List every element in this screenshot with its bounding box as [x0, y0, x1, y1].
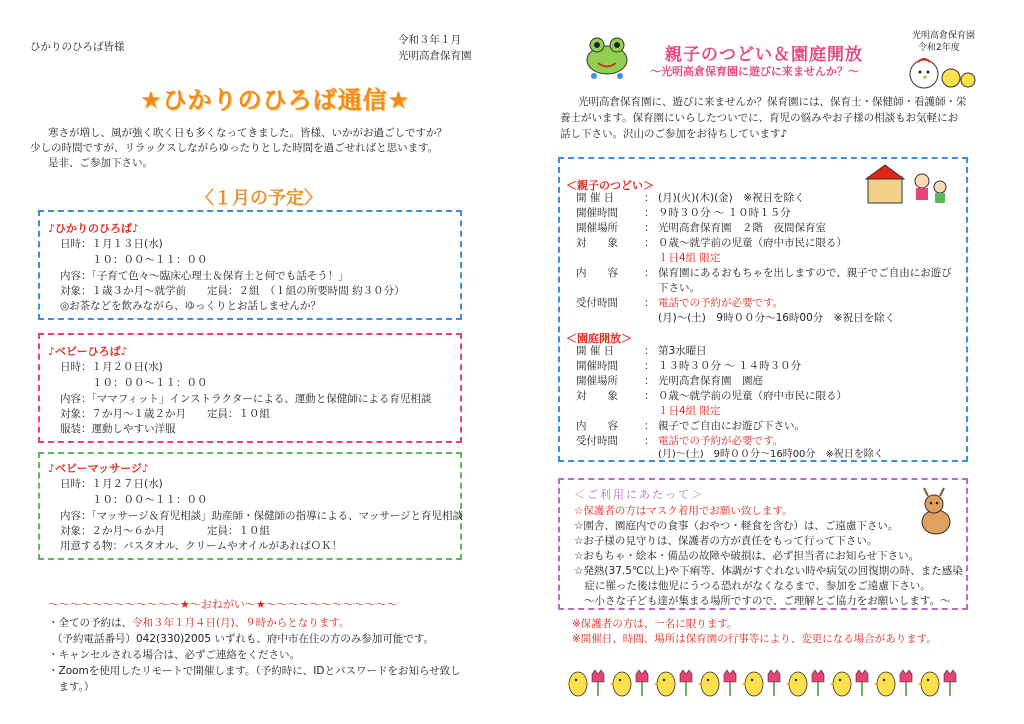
event-note: ◎お茶などを飲みながら、ゆっくりとお話しませんか？: [60, 300, 322, 312]
kaihou-row: 対 象 ： ０歳～就学前の児童（府中市民に限る）: [576, 390, 847, 402]
event-heading: ♪ひかりのひろば♪: [48, 222, 140, 235]
event-time: １０：００～１１：００: [92, 494, 208, 506]
tsudoi-row: 対 象 ： ０歳～就学前の児童（府中市民に限る）: [576, 237, 847, 249]
usage-item: ☆発熱(37.5℃以上)や下痢等、体調がすぐれない時や病気の回復期の時、また感染: [574, 565, 963, 577]
usage-item: 症に罹った後は他児にうつる恐れがなくなるまで、参加をご遠慮下さい。: [574, 580, 931, 592]
event-time: １０：００～１１：００: [92, 254, 208, 266]
chick-family-icon: [906, 56, 976, 90]
schedule-heading: 〈１月の予定〉: [196, 188, 322, 209]
kaihou-row: 開催時間 ： １３時３０分 ～ １４時３０分: [576, 360, 802, 372]
right-title: 親子のつどい＆園庭開放: [665, 45, 863, 65]
notice-line: ・Zoomを使用したリモートで開催します。（予約時に、IDとパスワードをお知らせ致し: [48, 665, 461, 677]
notice-line: ・キャンセルされる場合は、必ずご連絡をください。: [48, 649, 300, 661]
fiscal-year: 令和2年度: [918, 43, 960, 53]
tsudoi-heading: ＜親子のつどい＞: [566, 179, 654, 192]
usage-notes-box: [558, 478, 968, 610]
tsudoi-row: １日4組 限定: [658, 252, 721, 264]
tsudoi-row: (月)～(土) 9時００分～16時00分 ※祝日を除く: [658, 312, 896, 324]
event-box-hikari: [38, 210, 462, 320]
event-content: 内容：「子育て色々～臨床心理士＆保育士と何でも話そう！」: [60, 270, 349, 282]
program-info-box: [558, 157, 968, 462]
note-line: ※開催日、時間、場所は保育園の行事等により、変更になる場合があります。: [572, 633, 937, 645]
event-date: 日時：１月２７日(水): [60, 478, 163, 490]
right-subtitle: ～光明高倉保育園に遊びに来ませんか？～: [650, 65, 859, 78]
intro-line-1: 寒さが増し、風が強く吹く日も多くなってきました。皆様、いかがお過ごしですか？: [48, 127, 447, 139]
event-time: １０：００～１１：００: [92, 377, 208, 389]
deer-illustration-icon: [912, 486, 958, 540]
intro-line-3: 是非、ご参加下さい。: [48, 157, 153, 169]
event-heading: ♪ベビーマッサージ♪: [48, 462, 149, 475]
kaihou-heading: ＜園庭開放＞: [566, 332, 632, 345]
event-box-baby-hiroba: [38, 333, 462, 443]
intro-line-2: 少しの時間ですが、リラックスしながらゆったりとした時間を過ごせればと思います。: [30, 142, 439, 154]
tsudoi-row: 開催場所 ： 光明高倉保育園 ２階 夜間保育室: [576, 222, 826, 234]
newsletter-title: ★ひかりのひろば通信★: [140, 86, 411, 114]
right-intro-line: 光明高倉保育園に、遊びに来ませんか？保育園には、保育士・保健師・看護師・栄: [578, 96, 967, 108]
usage-item: ☆園舎、園庭内での食事（おやつ・軽食を含む）は、ご遠慮下さい。: [574, 520, 899, 532]
notice-line: ・全ての予約は、令和３年１月４日(月)、９時からとなります。: [48, 617, 350, 629]
issue-date: 令和３年１月: [398, 34, 461, 46]
kaihou-row: (月)～(土) 9時００分～16時00分 ※祝日を除く: [658, 449, 884, 460]
notice-line: （予約電話番号）042(330)2005 いずれも、府中市在住の方のみ参加可能です。: [52, 633, 434, 645]
kaihou-row: 受付時間 ： 電話での予約が必要です。: [576, 435, 784, 447]
left-org-name: 光明高倉保育園: [398, 50, 472, 62]
event-target: 対象：２か月～６か月 定員：１０組: [60, 525, 270, 537]
notice-heading: ～～～～～～～～～～～～★～おねがい～★～～～～～～～～～～～～: [48, 598, 398, 611]
event-target: 対象：１歳３か月～就学前 定員：２組 （１組の所要時間 約３０分）: [60, 285, 405, 297]
event-note: 服装：運動しやすい洋服: [60, 423, 176, 435]
tsudoi-row: 開 催 日 ： (月)(火)(木)(金) ※祝日を除く: [576, 192, 805, 204]
frog-illustration-icon: [582, 30, 632, 80]
event-box-baby-massage: [38, 452, 462, 560]
kaihou-row: １日4組 限定: [658, 405, 721, 417]
right-org-name: 光明高倉保育園: [912, 31, 976, 41]
usage-item: ☆おもちゃ・絵本・備品の故障や破損は、必ず担当者にお知らせ下さい。: [574, 550, 920, 562]
tsudoi-row: 内 容 ： 保育園にあるおもちゃを出しますので、親子でご自由にお遊び: [576, 267, 952, 279]
kaihou-row: 内 容 ： 親子でご自由にお遊び下さい。: [576, 420, 805, 432]
event-target: 対象：７か月～１歳２か月 定員：１０組: [60, 408, 270, 420]
event-content: 内容：「ママフィット」インストラクターによる、運動と保健師による育児相談: [60, 393, 432, 405]
tsudoi-row: 開催時間 ： ９時３０分 ～ １０時１５分: [576, 207, 791, 219]
addressee: ひかりのひろば皆様: [30, 41, 125, 53]
usage-heading: ＜ご利用にあたって＞: [574, 488, 704, 501]
event-heading: ♪ベビーひろば♪: [48, 345, 128, 358]
decorative-border-icon: [568, 660, 968, 700]
right-intro-line: 話し下さい。沢山のご参加をお待ちしています♪: [560, 128, 788, 140]
event-date: 日時：１月１３日(水): [60, 238, 163, 250]
tsudoi-row: 下さい。: [658, 282, 700, 294]
event-content: 内容：「マッサージ＆育児相談」助産師・保健師の指導による、マッサージと育児相談: [60, 510, 463, 522]
usage-item: ☆保護者の方はマスク着用でお願い致します。: [574, 505, 793, 517]
right-intro-line: 養士がいます。保育園にいらしたついでに、育児の悩みやお子様の相談もお気軽にお: [560, 112, 959, 124]
kids-playing-icon: [864, 163, 954, 207]
kaihou-row: 開催場所 ： 光明高倉保育園 園庭: [576, 375, 763, 387]
usage-item: ～小さな子ども達が集まる場所ですので、ご理解とご協力をお願いします。～: [584, 595, 951, 607]
event-date: 日時：１月２０日(水): [60, 361, 163, 373]
usage-item: ☆お子様の見守りは、保護者の方が責任をもって行って下さい。: [574, 535, 878, 547]
tsudoi-row: 受付時間 ： 電話での予約が必要です。: [576, 297, 784, 309]
chick-tulip-border: [568, 660, 968, 700]
notice-line: ます。）: [48, 681, 95, 693]
event-note: 用意する物：バスタオル、クリームやオイルがあればＯＫ！: [60, 540, 343, 552]
kaihou-row: 開 催 日 ： 第3水曜日: [576, 345, 707, 357]
note-line: ※保護者の方は、一名に限ります。: [572, 618, 738, 630]
